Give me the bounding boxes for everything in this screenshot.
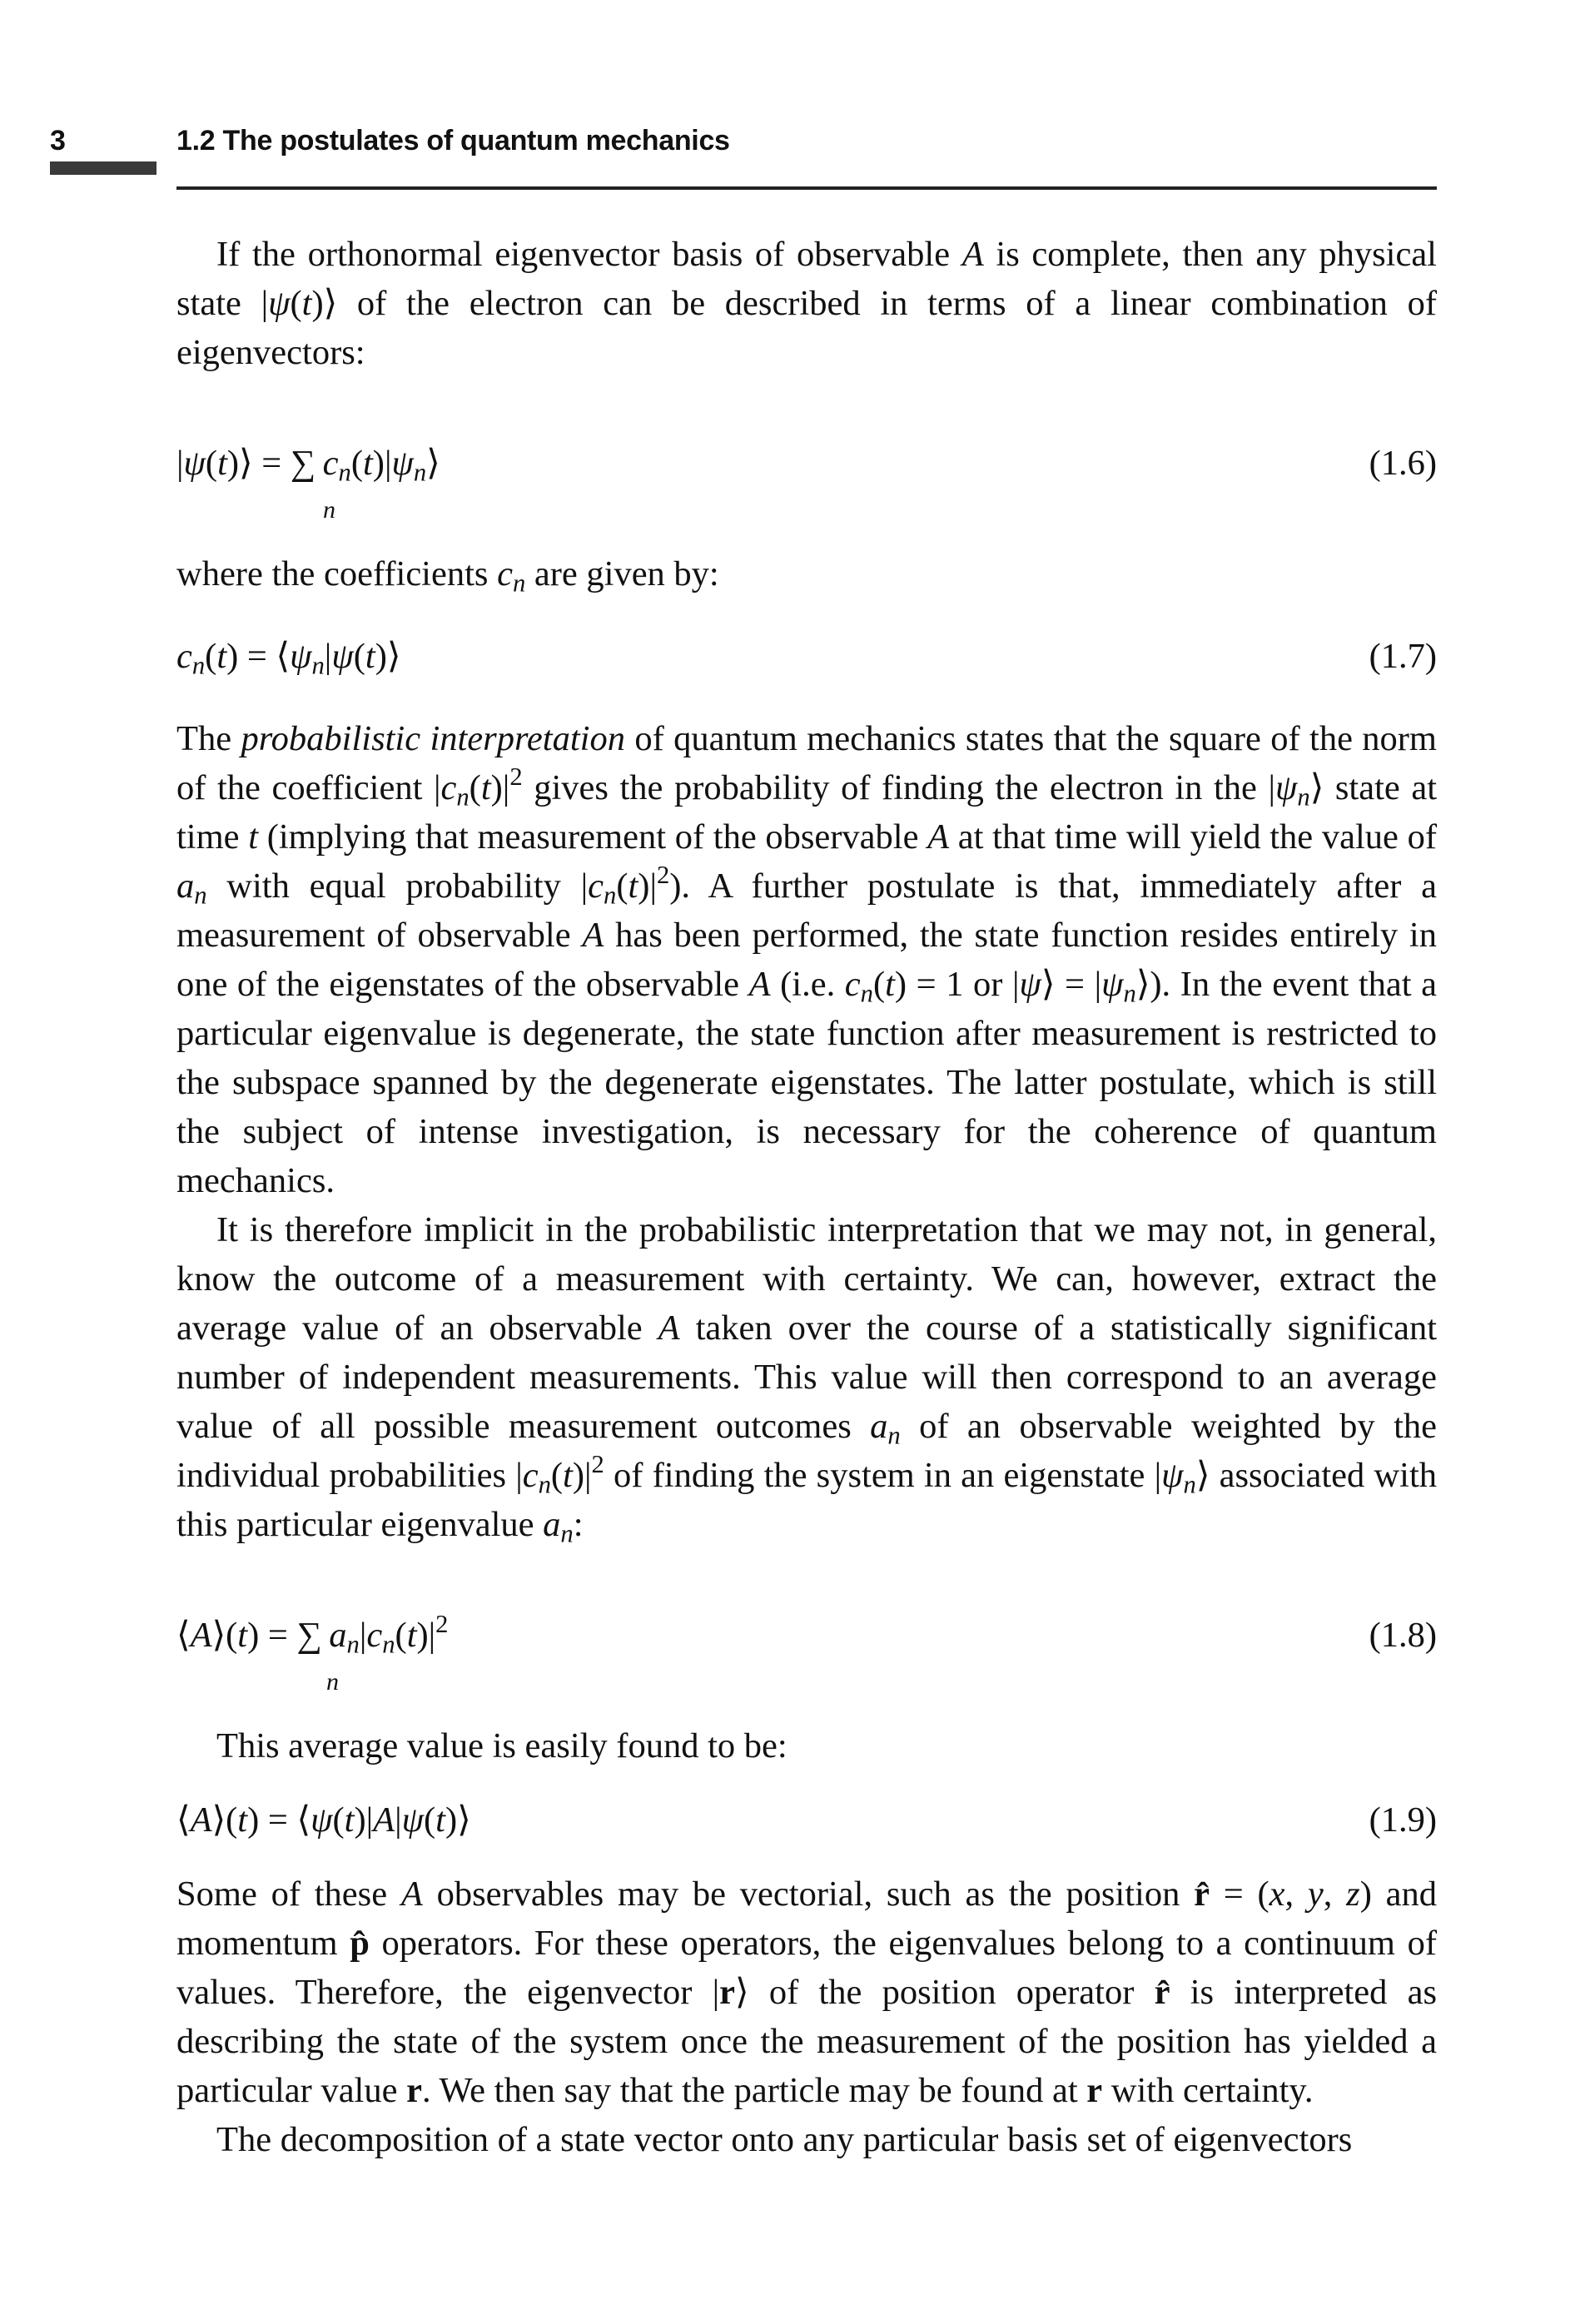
paragraph-3: The probabilistic interpretation of quantum mechanics states that the square of the norm of the coefficient $|c_n(t)|^2$ gives the probability of finding the electron in the $|\psi_n⟩$ state at time t (implying that measurement of the observable A at that time will yield the value of $a_n$ with equal probability $|c_n(t)|^2$). A further postulate is that, immediately after a measurement of observable A has been performed, the state function resides entirely in one of the eigenstates of the observable A (i.e. $c_n(t) = 1$ or |ψ⟩ = $|\psi_n⟩$). In the event that a particular eigenvalue is degenerate, the state function after measurement is restricted to the subspace spanned by the degenerate eigenstates. The latter postulate, which is still the subject of intense investigation, is necessary for the coherence of quantum mechanics. [176,719,1438,1200]
header-rule [176,186,1437,190]
page-number: 3 [50,125,66,156]
body-text [176,230,1437,2164]
equation-1-6: |ψ(t)⟩ = ∑ $c_n(t)|\psi_n⟩$ n (1.6) [176,439,1437,488]
equation-number: (1.9) [1369,1800,1437,1840]
paragraph-4: It is therefore implicit in the probabilistic interpretation that we may not, in general, know the outcome of a measurement with certainty. We can, however, extract the average value of an observable A taken over the course of a statistically significant number of independent measurements. This value will then correspond to an average value of all possible measurement outcomes $a_n$ of an observable weighted by the individual probabilities $|c_n(t)|^2$ of finding the system in an eigenstate $|\psi_n⟩$ associated with this particular eigenvalue $a_n$: [176,1210,1438,1548]
paragraph-6: Some of these A observables may be vectorial, such as the position r̂ = (x, y, z) and momentum p̂ operators. For these operators, the eigenvalues belong to a continuum of values. Therefore, the eigenvector |r⟩ of the position operator r̂ is interpreted as describing the state of the system once the measurement of the position has yielded a particular value r. We then say that the particle may be found at r with certainty. [176,1875,1438,2110]
sum-index: n [326,1668,339,1696]
paragraph-1: If the orthonormal eigenvector basis of observable A is complete, then any physical state |ψ(t)⟩ of the electron can be described in terms of a linear combination of eigenvectors: [176,235,1437,372]
equation-1-7: $c_n(t)$ = $⟨\psi_n|\psi(t)⟩$ (1.7) [176,632,1437,681]
page-number-bar [50,161,157,175]
equation-number: (1.8) [1369,1616,1437,1655]
sum-index: n [323,496,335,524]
equation-1-8: ⟨A⟩(t) = ∑ $a_n|c_n(t)|^2$ n (1.8) [176,1611,1437,1660]
running-head: 1.2 The postulates of quantum mechanics [176,125,730,156]
paragraph-5: This average value is easily found to be: [216,1726,788,1765]
equation-1-9: ⟨A⟩(t) = ⟨ψ(t)|A|ψ(t)⟩ (1.9) [176,1795,1437,1845]
equation-number: (1.6) [1369,444,1437,483]
equation-number: (1.7) [1369,637,1437,676]
paragraph-7: The decomposition of a state vector onto any particular basis set of eigenvectors [216,2120,1353,2159]
paragraph-2: where the coefficients $c_n$ are given by: [176,554,719,598]
